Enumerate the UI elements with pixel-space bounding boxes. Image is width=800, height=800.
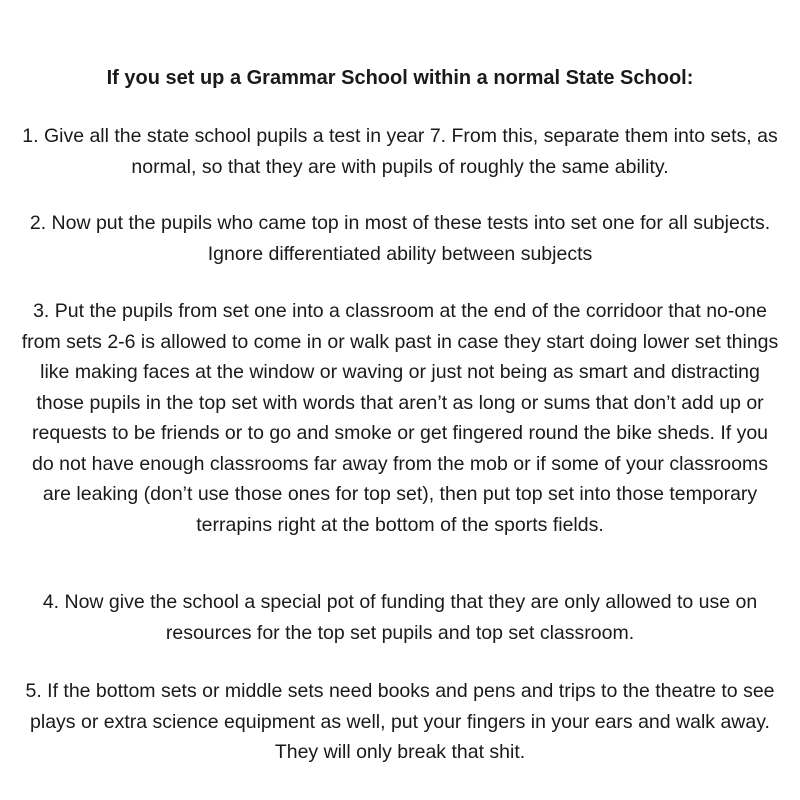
paragraph-step-3: 3. Put the pupils from set one into a classroom at the end of the corridoor that no-one from sets 2-6 is allowed to come in or walk past in case they start doing lower set things like making faces at the window or waving or just not being as smart and distracting those pupils in the top set with words that aren’t as long or sums that don’t add up or requests to be friends or to go and smoke or get fingered round the bike sheds. If you do not have enough classrooms far away from the mob or if some of your classrooms are leaking (don’t use those ones for top set), then put top set into those temporary terrapins right at the bottom of the sports fields. [21, 300, 779, 536]
paragraph-step-1: 1. Give all the state school pupils a test in year 7. From this, separate them into sets, as normal, so that they are with pupils of roughly the same ability. [22, 125, 778, 178]
paragraph-step-5: 5. If the bottom sets or middle sets need books and pens and trips to the theatre to see plays or extra science equipment as well, put your fingers in your ears and walk away. They will only break that shit. [25, 680, 775, 763]
paragraph-step-4: 4. Now give the school a special pot of funding that they are only allowed to use on resources for the top set pupils and top set classroom. [42, 591, 758, 644]
document-title: If you set up a Grammar School within a normal State School: [106, 67, 694, 89]
paragraph-step-2: 2. Now put the pupils who came top in most of these tests into set one for all subjects. Ignore differentiated ability between subjects [29, 212, 771, 265]
